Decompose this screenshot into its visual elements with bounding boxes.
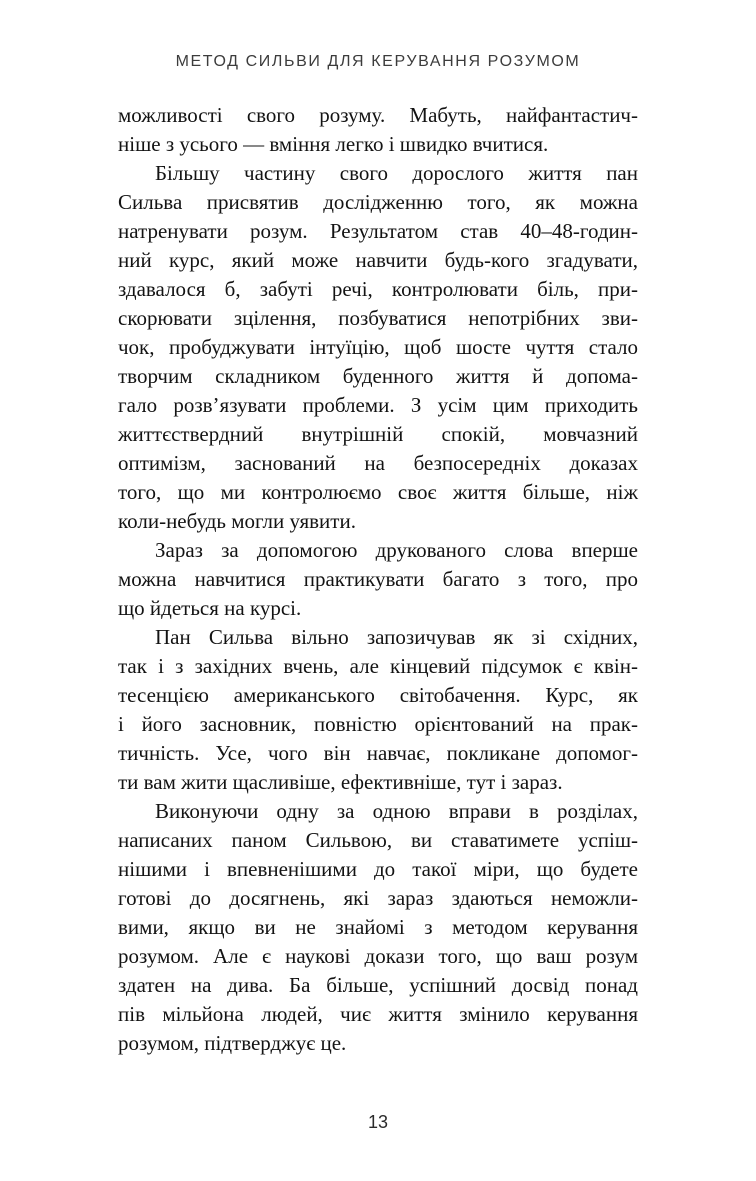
paragraph [118,623,638,797]
text-line: що йдеться на курсі. [118,596,302,620]
text-line: Більшу частину свого дорослого життя пан [155,161,638,185]
text-line: ний курс, який може навчити будь-кого згадувати, [118,248,638,272]
text-line: чок, пробуджувати інтуїцію, щоб шосте чуття стало [118,335,638,359]
paragraph [118,797,638,1058]
text-line: пів мільйона людей, чиє життя змінило керування [118,1002,638,1026]
text-line: нішими і впевненішими до такої міри, що будете [118,857,638,881]
page-number: 13 [367,1112,389,1132]
text-line: гало розв’язувати проблеми. З усім цим приходить [118,393,638,417]
text-line: написаних паном Сильвою, ви ставатимете успіш- [118,828,638,852]
text-line: Зараз за допомогою друкованого слова вперше [155,538,638,562]
running-title: МЕТОД СИЛЬВИ ДЛЯ КЕРУВАННЯ РОЗУМОМ [175,53,581,70]
paragraph [118,536,638,623]
text-line: розумом. Але є наукові докази того, що ваш розум [118,944,638,968]
text-line: і його засновник, повністю орієнтований на прак- [118,712,638,736]
text-line: так і з західних вчень, але кінцевий підсумок є квін- [118,654,638,678]
text-line: готові до досягнень, які зараз здаються неможли- [118,886,638,910]
text-line: творчим складником буденного життя й допома- [118,364,638,388]
text-line: коли-небудь могли уявити. [118,509,356,533]
text-line: Сильва присвятив дослідженню того, як можна [118,190,638,214]
text-line: здавалося б, забуті речі, контролювати біль, при- [118,277,638,301]
text-line: здатен на дива. Ба більше, успішний досвід понад [118,973,638,997]
text-line: скорювати зцілення, позбуватися непотрібних зви- [118,306,638,330]
text-line: можна навчитися практикувати багато з того, про [118,567,638,591]
paragraph [118,101,638,159]
text-line: ти вам жити щасливіше, ефективніше, тут і зараз. [118,770,563,794]
text-line: тичність. Усе, чого він навчає, покликане допомог- [118,741,638,765]
text-line: оптимізм, заснований на безпосередніх доказах [118,451,638,475]
text-line: Пан Сильва вільно запозичував як зі східних, [155,625,638,649]
text-line: можливості свого розуму. Мабуть, найфантастич- [118,103,638,127]
text-line: вими, якщо ви не знайомі з методом керування [118,915,638,939]
text-block [118,101,638,1058]
text-line: розумом, підтверджує це. [118,1031,347,1055]
paragraph [118,159,638,536]
text-line: натренувати розум. Результатом став 40–48-годин- [118,219,638,243]
text-line: ніше з усього — вміння легко і швидко вчитися. [118,132,549,156]
text-line: тесенцією американського світобачення. Курс, як [118,683,638,707]
text-line: життєствердний внутрішній спокій, мовчазний [118,422,638,446]
text-line: того, що ми контролюємо своє життя більше, ніж [118,480,638,504]
text-line: Виконуючи одну за одною вправи в розділах, [155,799,638,823]
